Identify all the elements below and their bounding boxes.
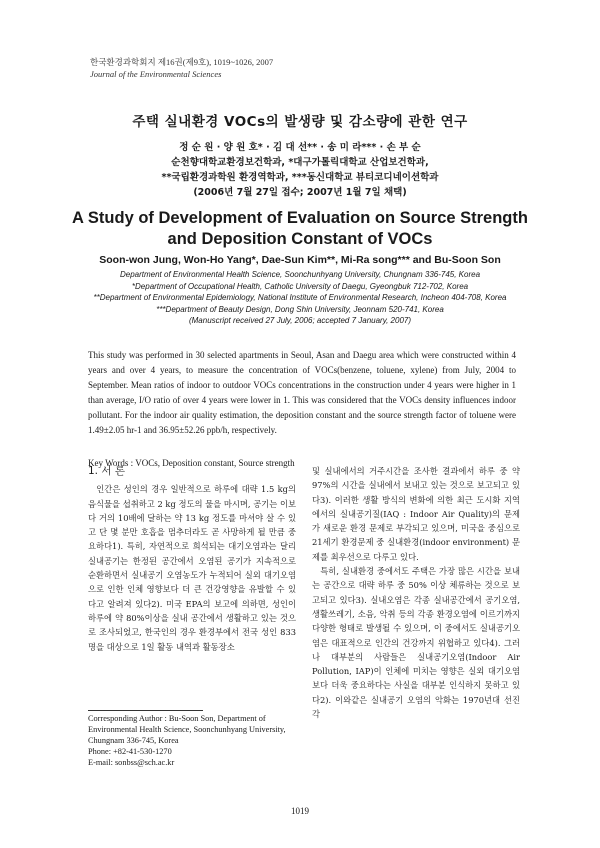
body-paragraph: 및 실내에서의 거주시간을 조사한 결과에서 하루 중 약 97%의 시간을 실내에서 보내고 있는 것으로 보고되고 있다3). 이러한 생활 방식의 변화에 의한 최근 도시화 지역에서의 실내공기질(IAQ : Indoor Air Quality)의 문제가 새로운 환경 문제로 부각되고 있으며, 미국을 중심으로 21세기 환경문제 중 실내환경(indoor environment) 문제를 최우선으로 다루고 있다. xyxy=(312,466,520,562)
korean-affiliation-1: 순천향대학교환경보건학과, *대구가톨릭대학교 산업보건학과, xyxy=(171,157,429,168)
section-heading: 1. 서 론 xyxy=(88,465,125,477)
affiliation-line: *Department of Occupational Health, Catholic University of Daegu, Gyeongbuk 712-702, Korea xyxy=(131,281,469,291)
korean-affiliation-2: **국립환경과학원 환경역학과, ***동신대학교 뷰티코디네이션학과 xyxy=(161,172,439,183)
korean-title: 주택 실내환경 VOCs의 발생량 및 감소량에 관한 연구 xyxy=(132,114,468,130)
manuscript-dates: (Manuscript received 27 July, 2006; accepted 7 January, 2007) xyxy=(188,316,412,325)
body-paragraph: 인간은 성인의 경우 일반적으로 하루에 대략 1.5 kg의 음식물을 섭취하고 2 kg 정도의 물을 마시며, 공기는 이보다 거의 10배에 달하는 약 13 kg 정도를 마셔야 살 수 있고 단 몇 분만 호흡을 멈추더라도 곧 사망하게 될 만큼 중요하다1). 특히, 자연적으로 희석되는 대기오염과는 달리 실내공기는 한정된 공간에서 오염된 공기가 지속적으로 순환하면서 실내공기 오염농도가 누적되어 실외 대기오염으로 인한 인체 영향보다 더 큰 건강영향을 유발할 수 있다고 알려져 있다2). 미국 EPA의 보고에 의하면, 성인이 하루에 약 80%이상을 실내 공간에서 생활하고 있는 것으로 조사되었고, 한국인의 경우 환경부에서 전국 성인 833명을 대상으로 1일 활동 내역과 활동장소 xyxy=(88,484,296,652)
english-title xyxy=(0,208,600,250)
abstract: This study was performed in 30 selected apartments in Seoul, Asan and Daegu area which were constructed within 4 years and over 4 years, to measure the concentration of VOCs(benzene, toluene, xylene) from July, 2004 to September. Mean ratios of indoor to outdoor VOCs concentrations in the construction under 4 years were higher in 1 than average, I/O ratio of over 4 years were lower in 1. This was considered that the VOCs density influences indoor pollutant. For the indoor air quality estimation, the deposition constant and the source strength factor of toluene were 1.49±2.05 hr-1 and 36.95±52.26 ppb/h, respectively. xyxy=(88,350,516,435)
affiliations xyxy=(0,269,600,327)
left-column xyxy=(88,464,296,654)
english-title-line-2: and Deposition Constant of VOCs xyxy=(167,230,433,248)
affiliation-line: Department of Environmental Health Science, Soonchunhyang University, Chungnam 336-745, Korea xyxy=(119,270,481,279)
journal-header xyxy=(90,56,273,80)
journal-citation: 한국환경과학회지 제16권(제9호), 1019~1026, 2007 xyxy=(90,57,274,67)
corresponding-phone: Phone: +82-41-530-1270 xyxy=(88,747,172,756)
body-paragraph: 특히, 실내환경 중에서도 주택은 가장 많은 시간을 보내는 공간으로 대략 하루 중 50% 이상 체류하는 것으로 보고되고 있다3). 실내오염은 각종 실내공간에서 공기오염, 생활쓰레기, 소음, 악취 등의 각종 환경오염에 이르기까지 다양한 형태로 발생될 수 있으며, 이 중에서도 실내공기오염은 대표적으로 인간의 건강까지 위협하고 있다4). 그러나 대부분의 사람들은 실내공기오염(Indoor Air Pollution, IAP)이 인체에 미치는 영향은 실외 대기오염보다 더욱 중요하다는 사실을 대부분 인식하지 못하고 있다2). 이와같은 실내공기 오염의 악화는 1970년대 선진 각 xyxy=(312,566,520,720)
page-number: 1019 xyxy=(291,806,309,816)
corresponding-author xyxy=(88,713,303,768)
affiliation-line: **Department of Environmental Epidemiology, National Institute of Environmental Research, Incheon 404-708, Korea xyxy=(93,293,507,302)
keywords: Key Words : VOCs, Deposition constant, Source strength xyxy=(88,458,295,468)
korean-dates: (2006년 7월 27일 접수; 2007년 1월 7일 채택) xyxy=(193,187,407,198)
journal-name: Journal of the Environmental Sciences xyxy=(90,69,222,79)
corresponding-email: E-mail: sonbss@sch.ac.kr xyxy=(88,758,175,767)
footnote-rule xyxy=(88,710,203,711)
right-column xyxy=(312,464,520,721)
english-authors: Soon-won Jung, Won-Ho Yang*, Dae-Sun Kim**, Mi-Ra song*** and Bu-Soon Son xyxy=(99,254,501,266)
corresponding-address: Corresponding Author : Bu-Soon Son, Department of Environmental Health Science, Soonchunhyang University, Chungnam 336-745, Korea xyxy=(88,714,286,745)
english-title-line-1: A Study of Development of Evaluation on Source Strength xyxy=(72,209,528,227)
affiliation-line: ***Department of Beauty Design, Dong Shin University, Jeonnam 520-741, Korea xyxy=(156,304,444,314)
korean-authors-block xyxy=(0,140,600,200)
korean-authors: 정 순 원 · 양 원 호* · 김 대 선** · 송 미 라*** · 손 부 순 xyxy=(179,142,421,153)
